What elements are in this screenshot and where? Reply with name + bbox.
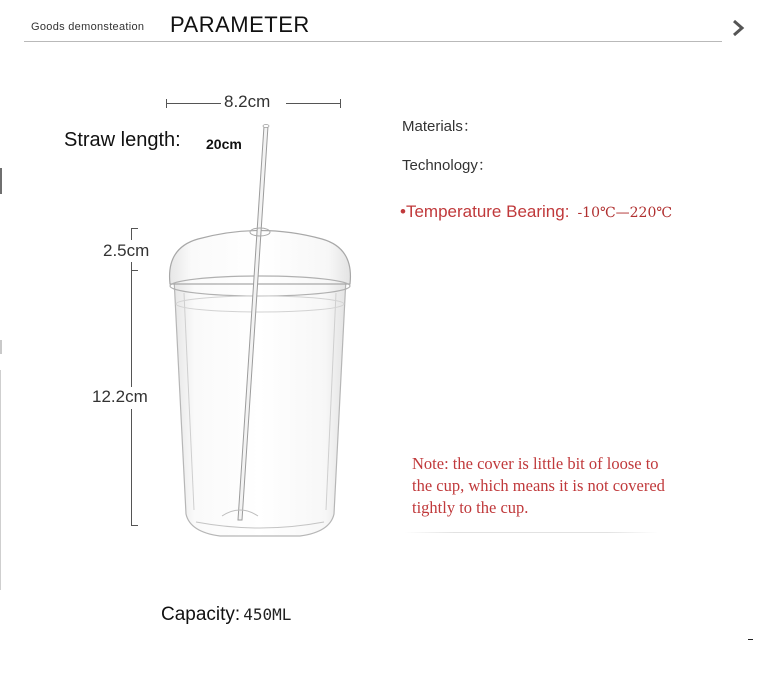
note-line: tightly to the cup.: [412, 498, 529, 517]
body-height-label: 12.2cm: [92, 387, 148, 406]
note-line: the cup, which means it is not covered: [412, 476, 665, 495]
lid-height-label: 2.5cm: [103, 241, 150, 260]
width-dimension-line: [286, 103, 340, 104]
temperature-value: -10℃—220℃: [577, 205, 673, 221]
capacity-label: Capacity:: [161, 604, 241, 625]
edge-mark: [0, 340, 2, 354]
chevron-right-icon[interactable]: [731, 19, 747, 37]
straw-length-value: 20cm: [206, 136, 242, 152]
capacity-value: 450ML: [243, 605, 292, 624]
bullet-icon: •: [400, 202, 406, 221]
note-divider: [404, 532, 658, 533]
glass-cup-image: [160, 118, 360, 548]
width-dimension-tick: [340, 99, 341, 108]
capacity-spec: [161, 604, 291, 626]
edge-mark: [0, 168, 2, 194]
corner-mark: [748, 639, 753, 640]
height-tick: [131, 525, 138, 526]
width-dimension-tick: [166, 99, 167, 108]
header-subtitle: Goods demonsteation: [31, 21, 145, 33]
body-height-line: [131, 262, 132, 387]
page-title: PARAMETER: [170, 12, 310, 37]
height-tick: [131, 228, 138, 229]
lid-height-line: [131, 228, 132, 240]
height-tick: [131, 270, 138, 271]
note-line: Note: the cover is little bit of loose to: [412, 454, 659, 473]
width-dimension-label: 8.2cm: [224, 92, 271, 111]
materials-label: Materials：: [402, 118, 478, 135]
temperature-label: Temperature Bearing:: [405, 202, 570, 221]
temperature-spec: [400, 202, 672, 222]
cover-note: [412, 453, 732, 519]
technology-label: Technology：: [402, 157, 493, 174]
body-height-line: [131, 409, 132, 525]
edge-mark: [0, 370, 1, 590]
header-divider: [24, 41, 722, 42]
straw-length-label: Straw length:: [64, 129, 181, 151]
width-dimension-line: [166, 103, 221, 104]
